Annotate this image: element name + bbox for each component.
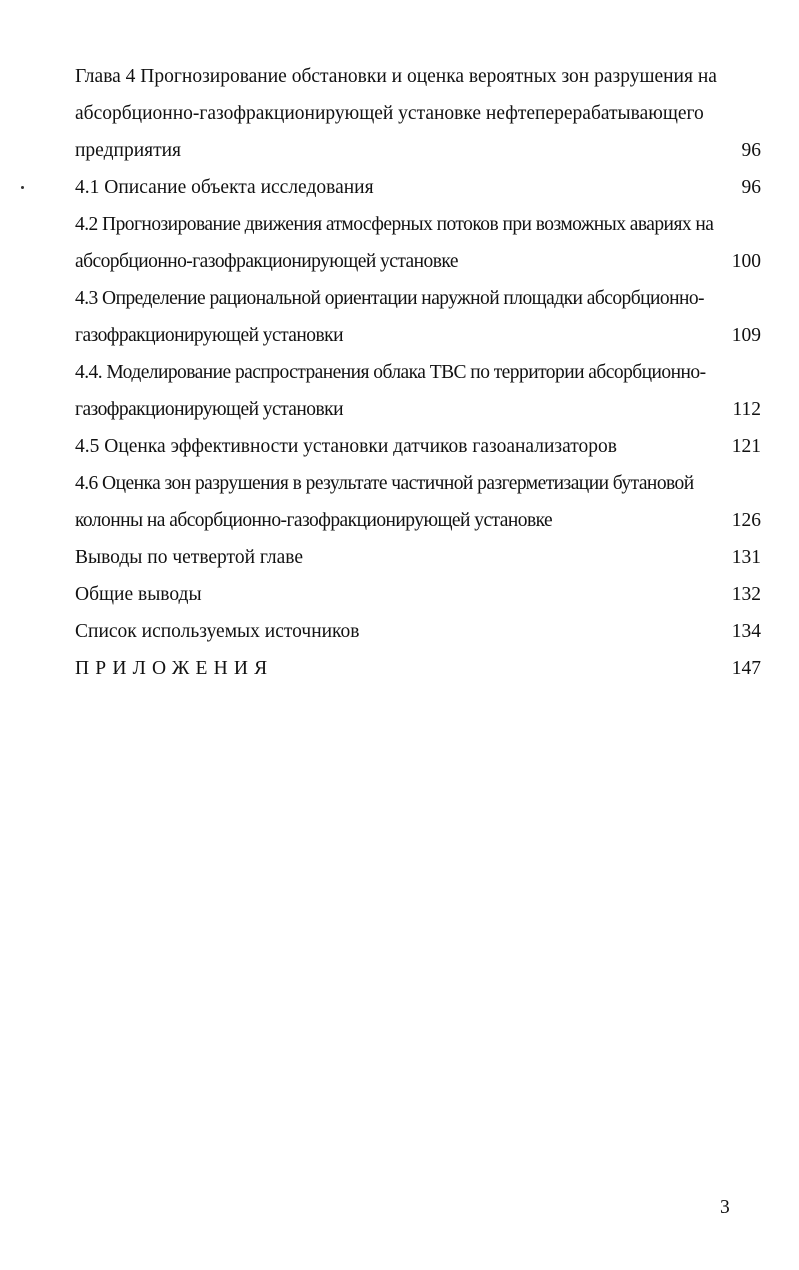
toc-entry-text: 4.1 Описание объекта исследования: [75, 177, 374, 198]
toc-entry-text: 4.3 Определение рациональной ориентации наружной площадки абсорбционно-: [75, 288, 704, 309]
toc-entry-4-3[interactable]: [75, 280, 761, 354]
toc-entry-text: предприятия: [75, 140, 182, 161]
toc-page-number: 132: [731, 584, 761, 605]
page-number: 3: [720, 1197, 730, 1218]
toc-entry-general-conclusions[interactable]: [75, 576, 761, 613]
toc-page-number: 100: [731, 251, 761, 272]
toc-page-number: 96: [741, 177, 761, 198]
toc-entry-text: 4.4. Моделирование распространения облака ТВС по территории абсорбционно-: [75, 362, 706, 383]
toc-entry-text: газофракционирующей установки: [75, 325, 343, 346]
toc-entry-chapter-4[interactable]: [75, 58, 761, 169]
toc-page-number: 126: [731, 510, 761, 531]
toc-entry-4-5[interactable]: [75, 428, 761, 465]
toc-entry-appendices[interactable]: [75, 650, 761, 687]
toc-entry-text: газофракционирующей установки: [75, 399, 343, 420]
table-of-contents: [75, 58, 761, 687]
toc-page-number: 121: [731, 436, 761, 457]
toc-page-number: 109: [731, 325, 761, 346]
toc-entry-4-1[interactable]: [75, 169, 761, 206]
toc-page-number: 147: [731, 658, 761, 679]
toc-page-number: 112: [732, 399, 761, 420]
toc-page-number: 134: [731, 621, 761, 642]
toc-entry-text: абсорбционно-газофракционирующей установке нефтеперерабатывающего: [75, 103, 704, 124]
toc-entry-text: Список используемых источников: [75, 621, 360, 642]
toc-page-number: 131: [731, 547, 761, 568]
toc-entry-text: 4.6 Оценка зон разрушения в результате частичной разгерметизации бутановой: [75, 473, 694, 494]
toc-entry-text: Общие выводы: [75, 584, 202, 605]
toc-entry-references[interactable]: [75, 613, 761, 650]
toc-entry-text: ПРИЛОЖЕНИЯ: [75, 658, 274, 679]
stray-mark: [21, 186, 24, 189]
toc-entry-4-4[interactable]: [75, 354, 761, 428]
toc-entry-4-6[interactable]: [75, 465, 761, 539]
toc-entry-chapter-4-conclusions[interactable]: [75, 539, 761, 576]
toc-entry-text: Выводы по четвертой главе: [75, 547, 304, 568]
toc-entry-4-2[interactable]: [75, 206, 761, 280]
toc-page-number: 96: [741, 140, 761, 161]
toc-entry-text: 4.2 Прогнозирование движения атмосферных потоков при возможных авариях на: [75, 214, 714, 235]
toc-entry-text: абсорбционно-газофракционирующей установке: [75, 251, 458, 272]
toc-entry-text: Глава 4 Прогнозирование обстановки и оценка вероятных зон разрушения на: [75, 66, 717, 87]
toc-entry-text: колонны на абсорбционно-газофракционирующей установке: [75, 510, 553, 531]
toc-entry-text: 4.5 Оценка эффективности установки датчиков газоанализаторов: [75, 436, 617, 457]
